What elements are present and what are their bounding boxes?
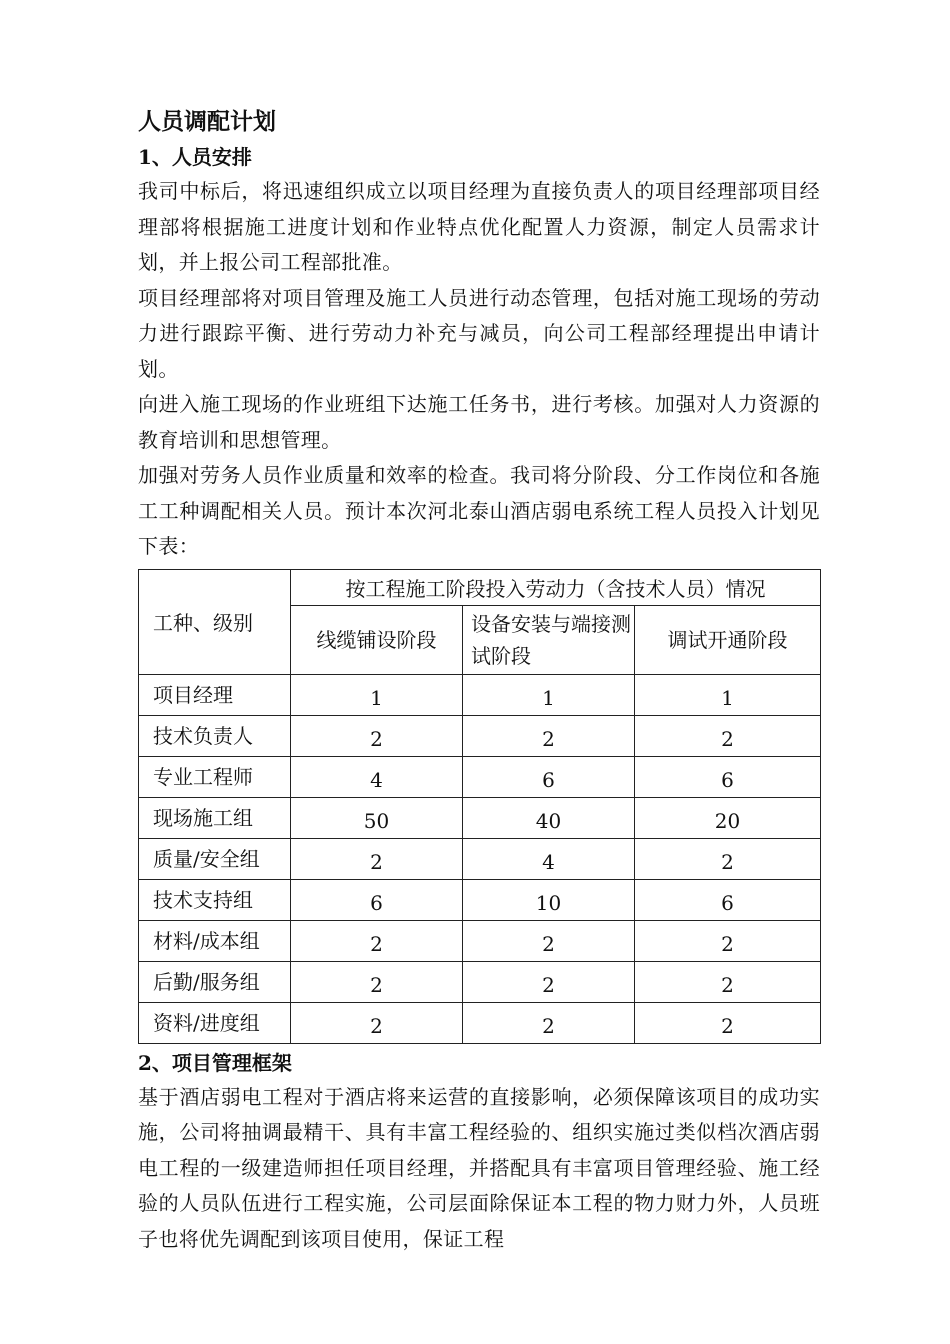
role-cell: 技术支持组 — [139, 879, 291, 920]
value-cell: 2 — [291, 920, 463, 961]
phase-header-cabling: 线缆铺设阶段 — [291, 605, 463, 674]
table-row — [139, 879, 821, 920]
role-cell: 项目经理 — [139, 674, 291, 715]
value-cell: 1 — [291, 674, 463, 715]
value-cell: 6 — [635, 879, 821, 920]
role-cell: 技术负责人 — [139, 715, 291, 756]
value-cell: 40 — [463, 797, 635, 838]
value-cell: 1 — [463, 674, 635, 715]
phase-group-header: 按工程施工阶段投入劳动力（含技术人员）情况 — [291, 569, 821, 605]
section-1-paragraph-4: 加强对劳务人员作业质量和效率的检查。我司将分阶段、分工作岗位和各施工工种调配相关人员。预计本次河北泰山酒店弱电系统工程人员投入计划见下表： — [138, 463, 820, 558]
value-cell: 10 — [463, 879, 635, 920]
table-row — [139, 1002, 821, 1043]
section-1-paragraph-2: 项目经理部将对项目管理及施工人员进行动态管理，包括对施工现场的劳动力进行跟踪平衡、进行劳动力补充与减员，向公司工程部经理提出申请计划。 — [138, 285, 820, 381]
value-cell: 2 — [635, 1002, 821, 1043]
document-page — [138, 104, 820, 1257]
role-cell: 材料/成本组 — [139, 920, 291, 961]
table-row — [139, 838, 821, 879]
role-cell: 现场施工组 — [139, 797, 291, 838]
table-header-row-1 — [139, 569, 821, 605]
section-2-paragraph-1: 基于酒店弱电工程对于酒店将来运营的直接影响，必须保障该项目的成功实施，公司将抽调最精干、具有丰富工程经验的、组织实施过类似档次酒店弱电工程的一级建造师担任项目经理，并搭配具有丰富项目管理经验、施工经验的人员队伍进行工程实施，公司层面除保证本工程的物力财力外，人员班子也将优先调配到该项目使用，保证工程 — [138, 1084, 820, 1251]
value-cell: 4 — [463, 838, 635, 879]
table-row — [139, 961, 821, 1002]
value-cell: 2 — [463, 715, 635, 756]
table-row — [139, 797, 821, 838]
value-cell: 6 — [291, 879, 463, 920]
value-cell: 2 — [463, 961, 635, 1002]
value-cell: 20 — [635, 797, 821, 838]
document-title: 人员调配计划 — [138, 108, 276, 135]
value-cell: 6 — [463, 756, 635, 797]
role-column-header: 工种、级别 — [139, 569, 291, 674]
value-cell: 2 — [635, 838, 821, 879]
value-cell: 50 — [291, 797, 463, 838]
value-cell: 2 — [463, 920, 635, 961]
value-cell: 2 — [291, 961, 463, 1002]
role-cell: 质量/安全组 — [139, 838, 291, 879]
value-cell: 2 — [635, 715, 821, 756]
value-cell: 2 — [463, 1002, 635, 1043]
section-1-paragraph-3: 向进入施工现场的作业班组下达施工任务书，进行考核。加强对人力资源的教育培训和思想管理。 — [138, 392, 820, 452]
section-2-heading: 2、项目管理框架 — [138, 1050, 292, 1075]
section-1-paragraph-1: 我司中标后，将迅速组织成立以项目经理为直接负责人的项目经理部项目经理部将根据施工进度计划和作业特点优化配置人力资源，制定人员需求计划，并上报公司工程部批准。 — [138, 179, 820, 274]
phase-header-commissioning: 调试开通阶段 — [635, 605, 821, 674]
role-cell: 后勤/服务组 — [139, 961, 291, 1002]
value-cell: 2 — [635, 961, 821, 1002]
value-cell: 6 — [635, 756, 821, 797]
table-row — [139, 715, 821, 756]
table-row — [139, 674, 821, 715]
role-cell: 专业工程师 — [139, 756, 291, 797]
value-cell: 2 — [291, 838, 463, 879]
value-cell: 2 — [291, 1002, 463, 1043]
table-row — [139, 756, 821, 797]
phase-header-installation: 设备安装与端接测试阶段 — [463, 605, 635, 674]
section-1-heading: 1、人员安排 — [138, 145, 252, 169]
value-cell: 2 — [291, 715, 463, 756]
value-cell: 4 — [291, 756, 463, 797]
value-cell: 2 — [635, 920, 821, 961]
table-row — [139, 920, 821, 961]
value-cell: 1 — [635, 674, 821, 715]
role-cell: 资料/进度组 — [139, 1002, 291, 1043]
staffing-table — [138, 569, 821, 1044]
